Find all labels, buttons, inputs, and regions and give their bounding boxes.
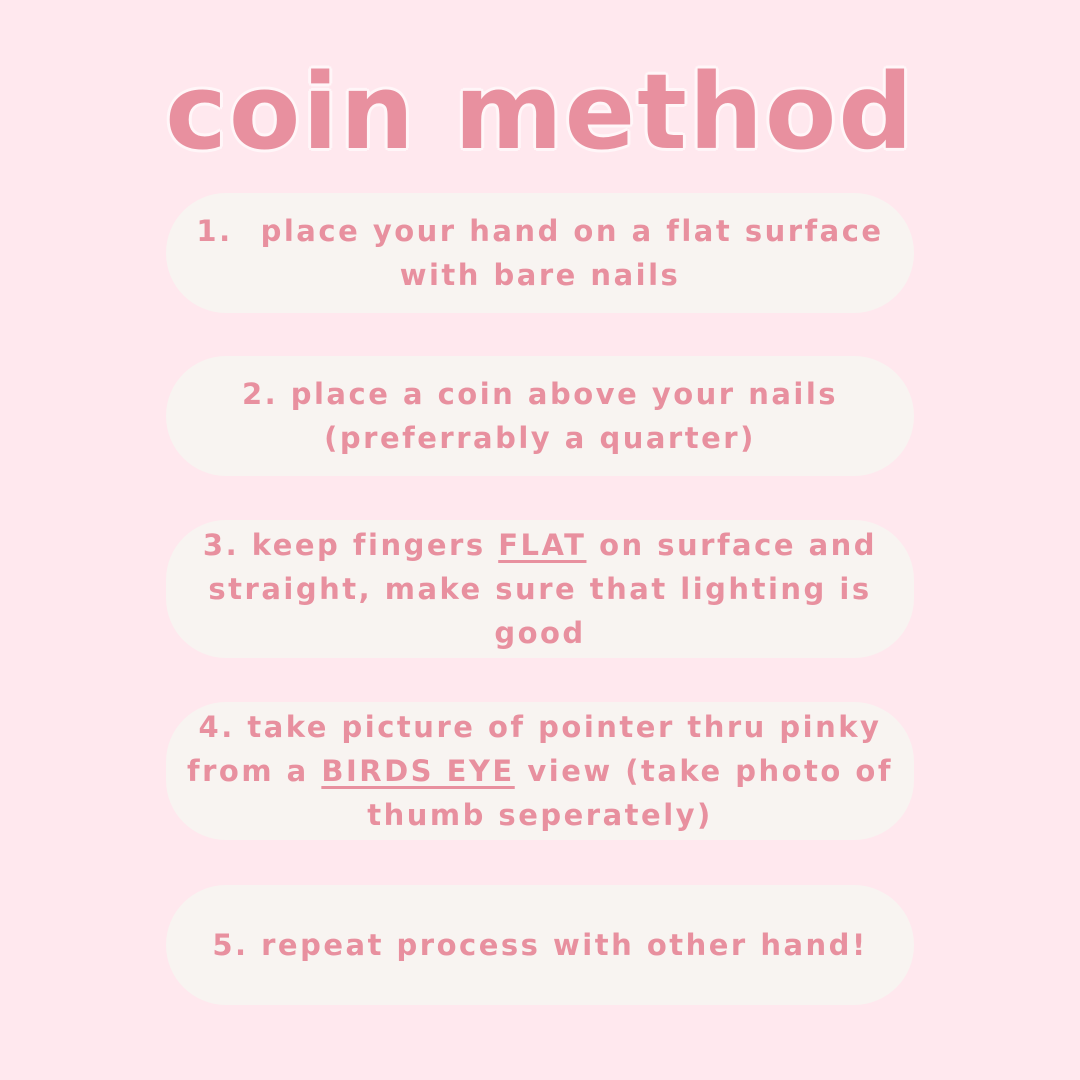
step-number: 1. xyxy=(196,214,233,248)
step-text xyxy=(196,209,883,297)
emphasis-flat: FLAT xyxy=(498,528,587,562)
step-text xyxy=(176,705,904,837)
emphasis-birds-eye: BIRDS EYE xyxy=(321,754,515,788)
step-line: 2. place a coin above your nails xyxy=(241,377,839,411)
step-card-4 xyxy=(166,702,914,840)
step-text-part: 3. keep fingers xyxy=(202,528,499,562)
step-text: 5. repeat process with other hand! xyxy=(212,928,868,962)
step-card-2 xyxy=(166,356,914,476)
step-line: with bare nails xyxy=(399,258,681,292)
step-text xyxy=(176,523,904,655)
step-text-part: 4. take picture of pointer thru pinky from a xyxy=(187,710,882,788)
step-text-part: on surface and straight, make sure that lighting is good xyxy=(208,528,878,650)
step-line: place your hand on a flat surface xyxy=(260,214,884,248)
step-card-1 xyxy=(166,193,914,313)
page-title: coin method xyxy=(165,51,915,173)
step-text xyxy=(242,372,838,460)
step-line: (preferrably a quarter) xyxy=(324,421,756,455)
step-text-part: view (take photo of thumb seperately) xyxy=(367,754,893,832)
step-card-5 xyxy=(166,885,914,1005)
step-card-3 xyxy=(166,520,914,658)
